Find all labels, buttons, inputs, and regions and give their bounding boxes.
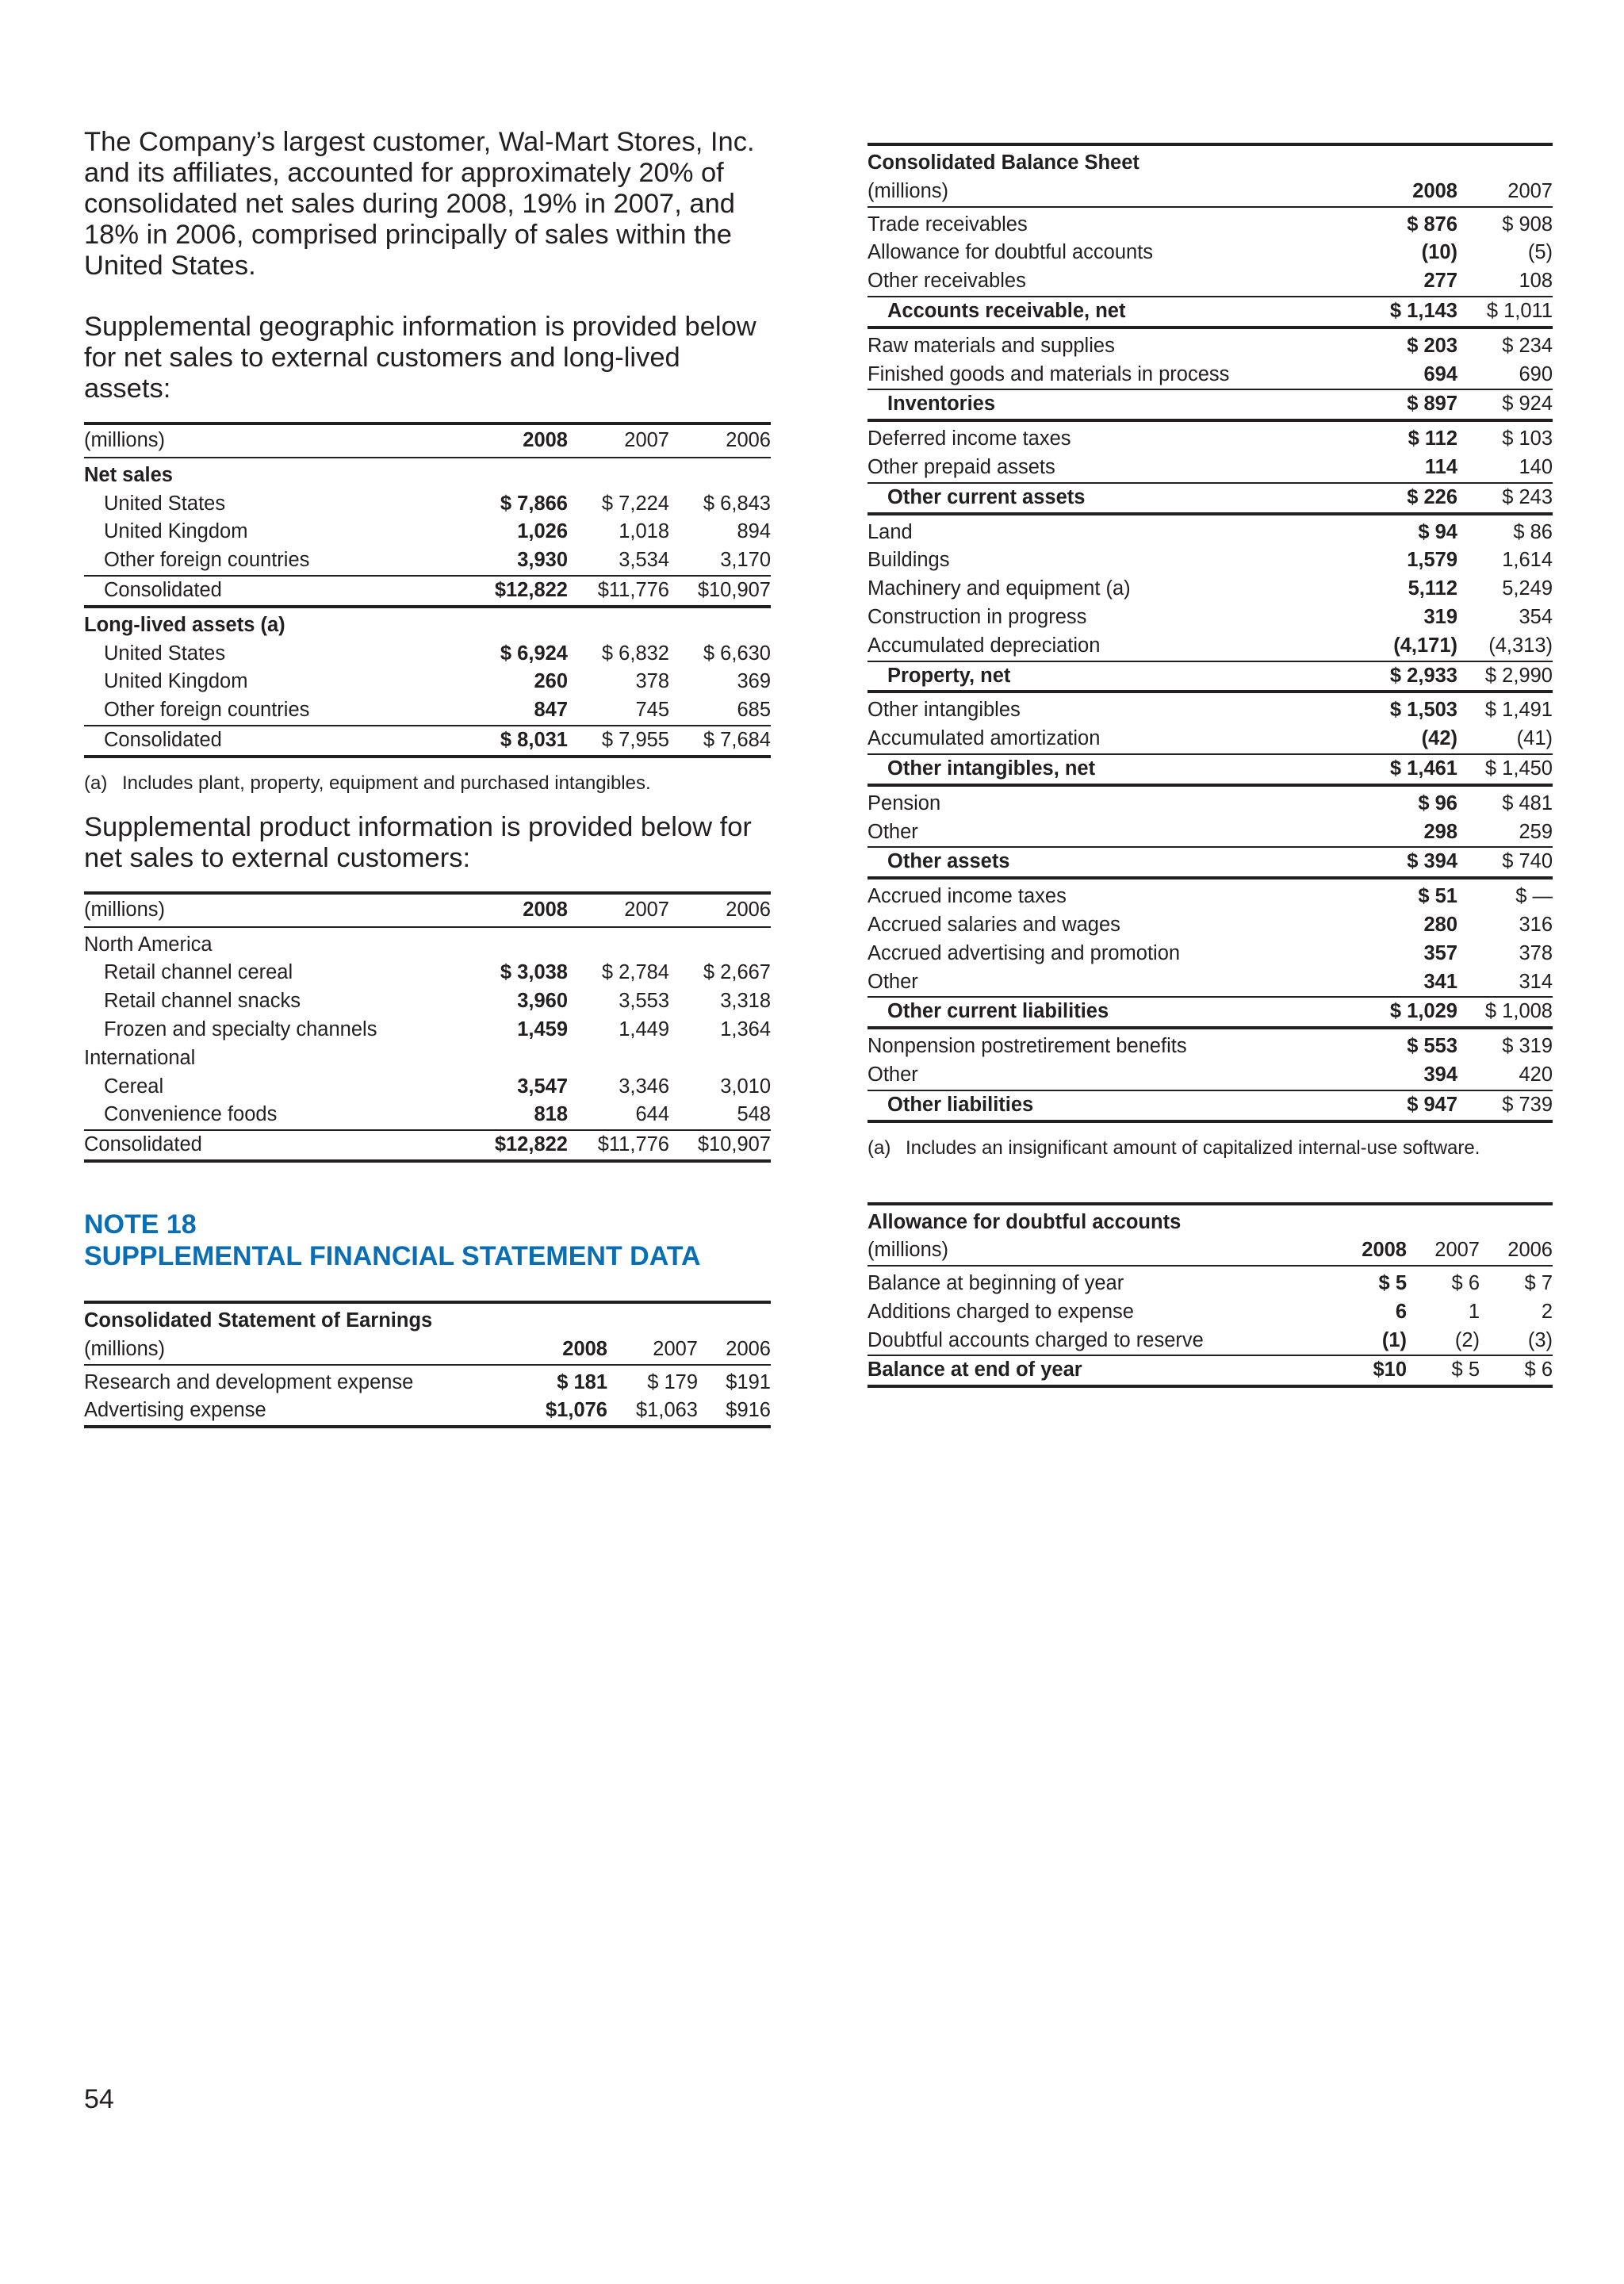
table-row: Pension $ 96 $ 481 [868, 791, 1553, 814]
table-header: (millions) 2008 2007 2006 [868, 1236, 1553, 1266]
balance-footnote: (a) Includes an insignificant amount of capitalized internal-use software. [868, 1136, 1480, 1159]
geo-intro-paragraph: Supplemental geographic information is provided below for net sales to external customers and long-lived assets: [84, 312, 756, 404]
note-18-heading [84, 1209, 771, 1272]
table-row: Accrued advertising and promotion 357 378 [868, 941, 1553, 964]
table-row: Other 394 420 [868, 1061, 1553, 1090]
geo-footnote: (a) Includes plant, property, equipment and purchased intangibles. [84, 772, 651, 794]
table-row: Raw materials and supplies $ 203 $ 234 [868, 334, 1553, 357]
table-row: Cereal 3,547 3,346 3,010 [104, 1075, 771, 1098]
total-row: Other assets $ 394 $ 740 [868, 847, 1553, 878]
total-row: Balance at end of year $10 $ 5 $ 6 [868, 1355, 1553, 1386]
table-row: Other receivables 277 108 [868, 267, 1553, 297]
table-header: (millions) 2008 2007 2006 [84, 423, 771, 458]
page-number: 54 [84, 2084, 114, 2114]
table-row: United Kingdom 260 378 369 [104, 670, 771, 693]
section-label: Net sales [84, 463, 173, 486]
table-row: Machinery and equipment (a) 5,112 5,249 [868, 577, 1553, 600]
table-title: Allowance for doubtful accounts [868, 1204, 1553, 1237]
total-row: Consolidated $12,822 $11,776 $10,907 [84, 576, 771, 607]
table-row: Other 341 314 [868, 968, 1553, 998]
section-label: International [84, 1046, 196, 1069]
table-row: Buildings 1,579 1,614 [868, 549, 1553, 572]
table-row: Advertising expense $1,076 $1,063 $916 [84, 1397, 771, 1427]
total-row: Property, net $ 2,933 $ 2,990 [868, 661, 1553, 692]
walmart-paragraph: The Company’s largest customer, Wal-Mart Stores, Inc. and its affiliates, accounted for approximately 20% of consolidated net sales during 2008, 19% in 2007, and 18% in 2006, comprised principally of sales within the United States. [84, 127, 755, 281]
note-title: SUPPLEMENTAL FINANCIAL STATEMENT DATA [84, 1240, 701, 1271]
table-row: Convenience foods 818 644 548 [84, 1101, 771, 1130]
table-row: Other intangibles $ 1,503 $ 1,491 [868, 699, 1553, 722]
table-row: Deferred income taxes $ 112 $ 103 [868, 427, 1553, 450]
table-row: Allowance for doubtful accounts (10) (5) [868, 241, 1553, 264]
table-row: Additions charged to expense 6 1 2 [868, 1300, 1553, 1323]
total-row: Other current assets $ 226 $ 243 [868, 483, 1553, 514]
table-row: Doubtful accounts charged to reserve (1) (2) (3) [868, 1327, 1553, 1356]
table-row: Land $ 94 $ 86 [868, 520, 1553, 543]
table-header: (millions) 2008 2007 2006 [84, 1336, 771, 1365]
table-row: Frozen and specialty channels 1,459 1,449 1,364 [104, 1017, 771, 1040]
left-column [84, 127, 771, 1428]
allowance-table [868, 1202, 1553, 1389]
right-column [868, 143, 1553, 1388]
table-row: Accumulated amortization (42) (41) [868, 725, 1553, 754]
table-row: Accumulated depreciation (4,171) (4,313) [868, 632, 1553, 661]
table-row: Other 298 259 [868, 818, 1553, 848]
product-table [84, 891, 771, 1163]
balance-sheet-table [868, 143, 1553, 1123]
table-row: Other foreign countries 847 745 685 [84, 696, 771, 726]
total-row: Accounts receivable, net $ 1,143 $ 1,011 [868, 297, 1553, 328]
table-row: United States $ 6,924 $ 6,832 $ 6,630 [104, 642, 771, 665]
table-row: United States $ 7,866 $ 7,224 $ 6,843 [104, 492, 771, 515]
table-row: Other foreign countries 3,930 3,534 3,170 [84, 546, 771, 576]
table-row: Research and development expense $ 181 $ 179 $191 [84, 1370, 771, 1393]
product-intro-paragraph: Supplemental product information is provided below for net sales to external customers: [84, 811, 752, 873]
table-row: Retail channel cereal $ 3,038 $ 2,784 $ 2,667 [104, 961, 771, 984]
section-label: Long-lived assets (a) [84, 613, 285, 636]
table-row: Nonpension postretirement benefits $ 553 $ 319 [868, 1035, 1553, 1058]
earnings-table [84, 1301, 771, 1428]
table-row: Other prepaid assets 114 140 [868, 454, 1553, 483]
geographic-table [84, 422, 771, 758]
table-title: Consolidated Statement of Earnings [84, 1302, 771, 1336]
total-row: Consolidated $ 8,031 $ 7,955 $ 7,684 [84, 726, 771, 757]
table-row: Balance at beginning of year $ 5 $ 6 $ 7 [868, 1272, 1553, 1295]
table-row: Finished goods and materials in process 694 690 [868, 361, 1553, 390]
table-row: Accrued income taxes $ 51 $ — [868, 885, 1553, 908]
total-row: Consolidated $12,822 $11,776 $10,907 [84, 1130, 771, 1161]
table-row: United Kingdom 1,026 1,018 894 [104, 520, 771, 543]
total-row: Inventories $ 897 $ 924 [868, 389, 1553, 420]
total-row: Other liabilities $ 947 $ 739 [868, 1090, 1553, 1121]
table-row: Trade receivables $ 876 $ 908 [868, 213, 1553, 236]
table-title: Consolidated Balance Sheet [868, 144, 1553, 178]
table-header: (millions) 2008 2007 2006 [84, 893, 771, 927]
table-header: (millions) 2008 2007 [868, 178, 1553, 207]
total-row: Other intangibles, net $ 1,461 $ 1,450 [868, 754, 1553, 785]
note-number: NOTE 18 [84, 1209, 197, 1240]
table-row: Retail channel snacks 3,960 3,553 3,318 [104, 990, 771, 1013]
table-row: Construction in progress 319 354 [868, 605, 1553, 628]
table-row: Accrued salaries and wages 280 316 [868, 913, 1553, 936]
total-row: Other current liabilities $ 1,029 $ 1,008 [868, 997, 1553, 1028]
section-label: North America [84, 933, 213, 956]
